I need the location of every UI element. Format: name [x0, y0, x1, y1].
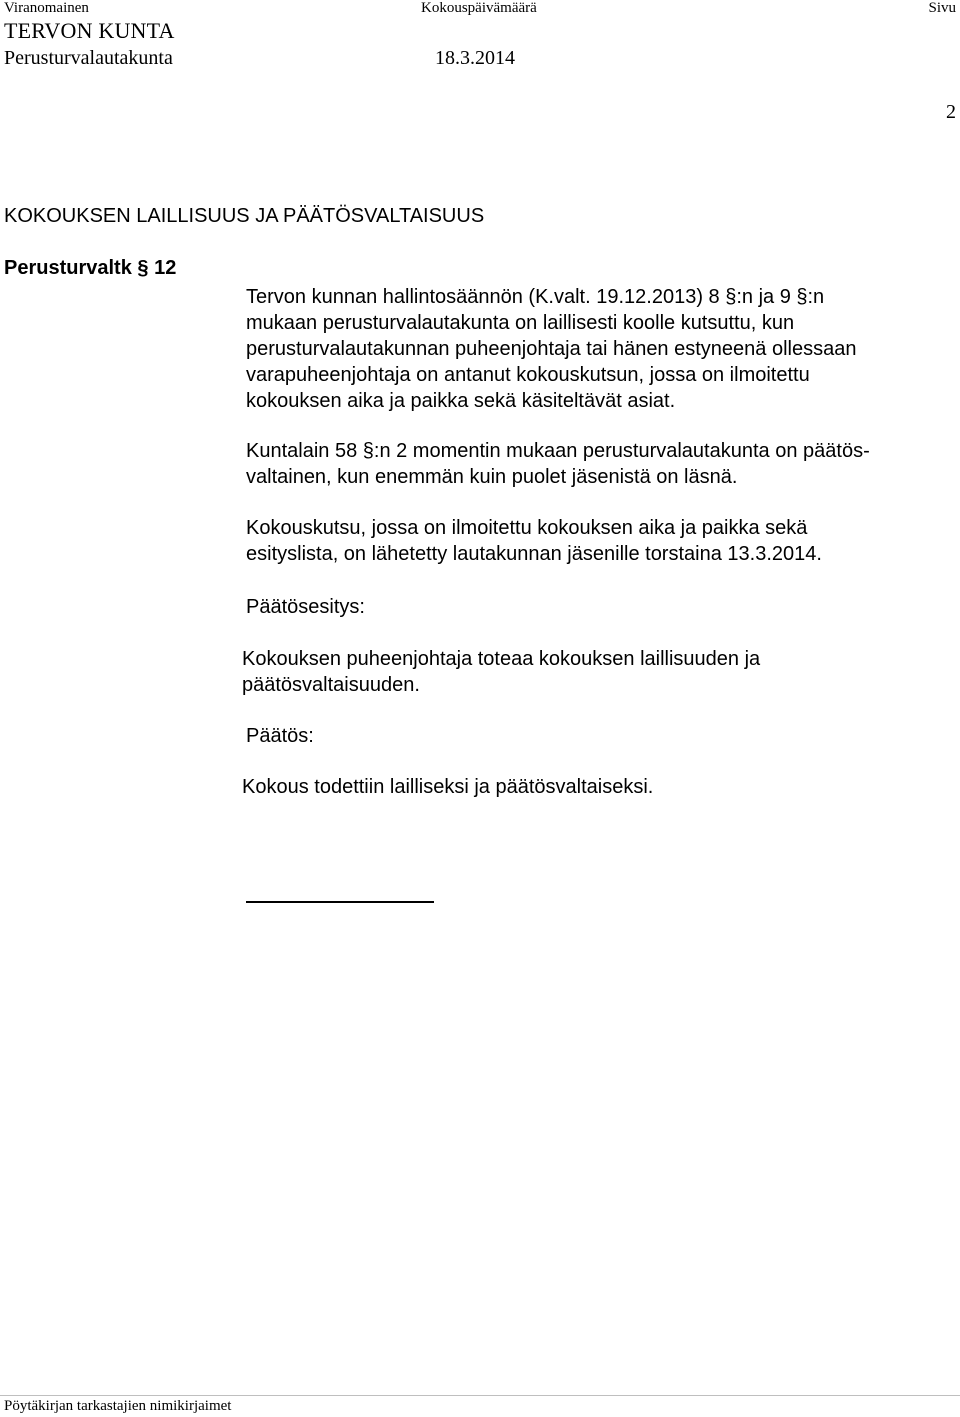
proposal-label: Päätösesitys: — [246, 596, 365, 618]
paragraph-legal-basis — [246, 284, 946, 414]
paragraph-line: Tervon kunnan hallintosäännön (K.valt. 19.12.2013) 8 §:n ja 9 §:n — [246, 286, 825, 308]
paragraph-line: varapuheenjohtaja on antanut kokouskutsun, jossa on ilmoitettu — [246, 364, 810, 386]
paragraph-line: perusturvalautakunnan puheenjohtaja tai hänen estyneenä ollessaan — [246, 338, 857, 360]
paragraph-line: mukaan perusturvalautakunta on laillisesti koolle kutsuttu, kun — [246, 312, 795, 334]
footer-label: Pöytäkirjan tarkastajien nimikirjaimet — [4, 1398, 232, 1414]
paragraph-invitation — [246, 515, 946, 567]
header-page-label: Sivu — [928, 0, 956, 16]
paragraph-line: Kuntalain 58 §:n 2 momentin mukaan perusturvalautakunta on päätös- — [246, 440, 870, 462]
paragraph-line: Kokouskutsu, jossa on ilmoitettu kokouksen aika ja paikka sekä — [246, 517, 808, 539]
header-date-label: Kokouspäivämäärä — [421, 0, 537, 16]
meeting-date: 18.3.2014 — [435, 47, 515, 69]
paragraph-line: esityslista, on lähetetty lautakunnan jäsenille torstaina 13.3.2014. — [246, 543, 822, 565]
authority-name: Perusturvalautakunta — [4, 47, 173, 69]
case-reference: Perusturvaltk § 12 — [4, 257, 177, 279]
organization-name: TERVON KUNTA — [4, 18, 175, 43]
paragraph-line: päätösvaltaisuuden. — [242, 674, 420, 696]
paragraph-line: valtainen, kun enemmän kuin puolet jäsenistä on läsnä. — [246, 466, 738, 488]
proposal-text — [242, 646, 942, 698]
section-title: KOKOUKSEN LAILLISUUS JA PÄÄTÖSVALTAISUUS — [4, 205, 485, 227]
page-number: 2 — [946, 101, 956, 123]
paragraph-line: kokouksen aika ja paikka sekä käsiteltävät asiat. — [246, 390, 676, 412]
decision-text: Kokous todettiin lailliseksi ja päätösvaltaiseksi. — [242, 776, 654, 798]
header-authority-label: Viranomainen — [4, 0, 89, 16]
footer-divider — [0, 1395, 960, 1396]
paragraph-quorum — [246, 438, 946, 490]
decision-label: Päätös: — [246, 725, 314, 747]
paragraph-line: Kokouksen puheenjohtaja toteaa kokouksen laillisuuden ja — [242, 648, 761, 670]
signature-line — [246, 901, 434, 903]
